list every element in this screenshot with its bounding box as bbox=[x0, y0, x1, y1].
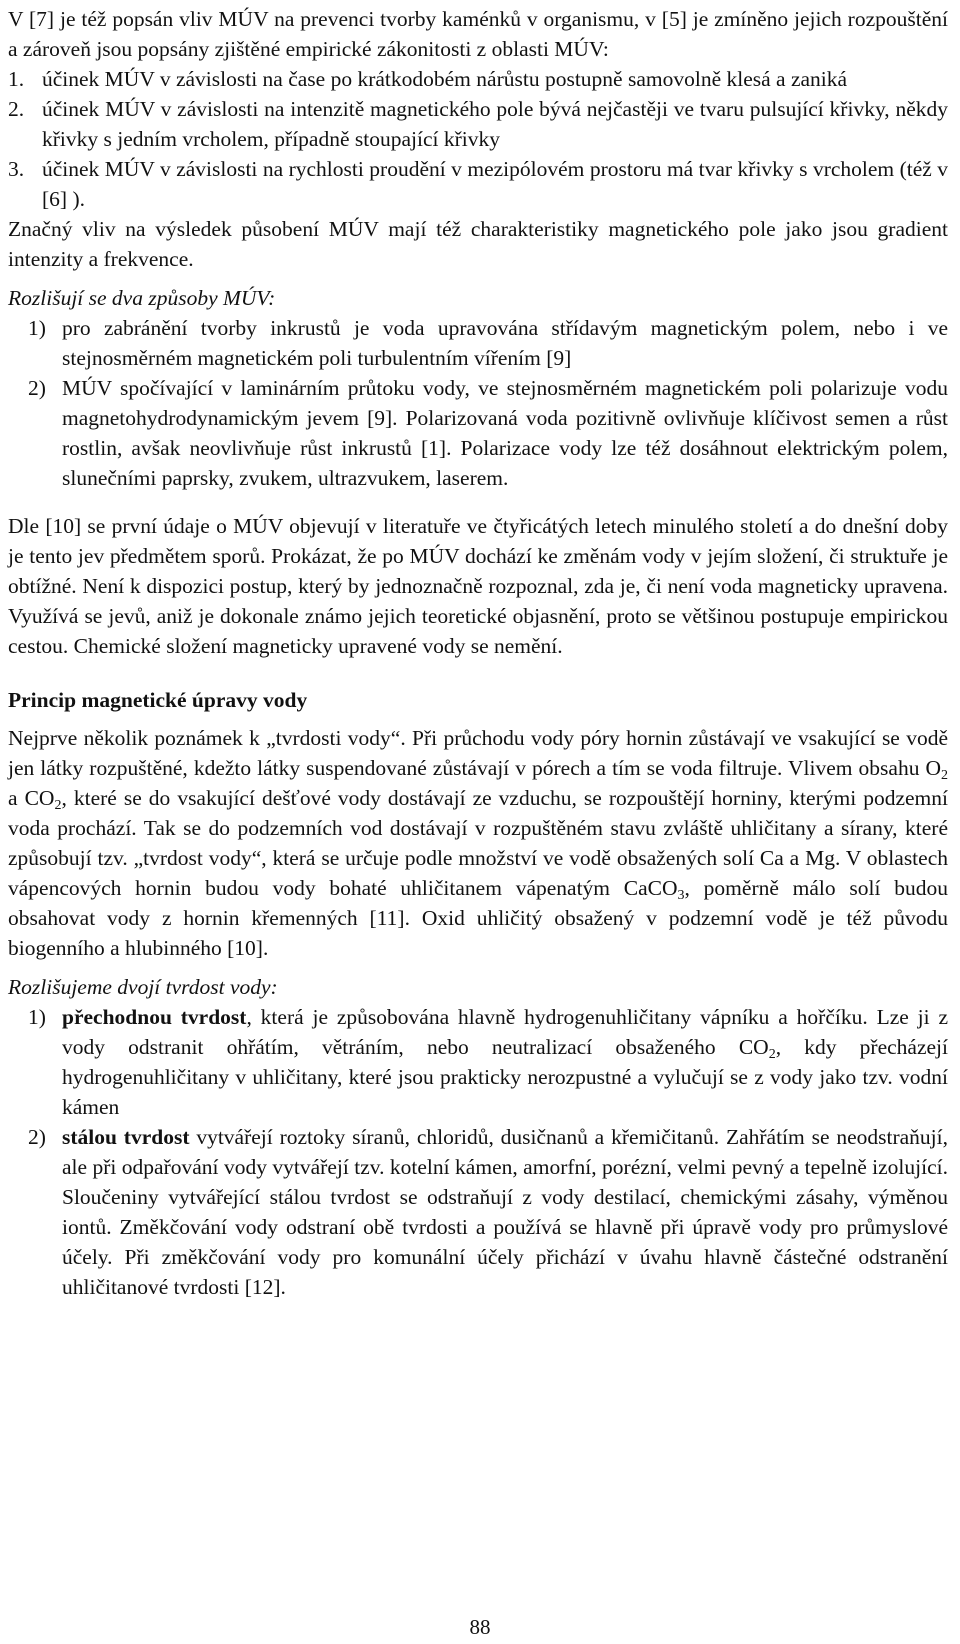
text-run: Nejprve několik poznámek k „tvrdosti vody“. Při průchodu vody póry hornin zůstávají ve vsakující se vodě jen látky rozpuštěné, kdežto látky suspendované zůstávají v pórech a tím se voda filtruje. Vlivem obsahu O bbox=[8, 726, 948, 780]
text-run: , poměrně málo solí budou obsahovat vody z hornin křemenných [11]. Oxid uhličitý obsažený v podzemní vodě je též původu biogenního a hlubinného [10]. bbox=[8, 876, 949, 960]
hardness-types-list bbox=[8, 1002, 948, 1302]
hardness-paragraph bbox=[8, 723, 948, 963]
list-item-text: účinek MÚV v závislosti na čase po krátkodobém nárůstu postupně samovolně klesá a zaniká bbox=[42, 67, 848, 91]
list-item bbox=[8, 94, 948, 154]
list-number: 1) bbox=[28, 1005, 46, 1029]
list-item bbox=[8, 1002, 948, 1122]
list-item-text: účinek MÚV v závislosti na intenzitě magnetického pole bývá nejčastěji ve tvaru pulsující křivky, někdy křivky s jedním vrcholem, případně stoupající křivky bbox=[42, 97, 948, 151]
hardness-heading: Rozlišujeme dvojí tvrdost vody: bbox=[8, 975, 278, 999]
section-title: Princip magnetické úpravy vody bbox=[8, 688, 308, 712]
list-item bbox=[8, 313, 948, 373]
list-number: 3. bbox=[8, 157, 25, 181]
term-bold: přechodnou tvrdost bbox=[62, 1005, 247, 1029]
subscript: 2 bbox=[941, 768, 948, 783]
list-item bbox=[8, 1122, 948, 1302]
list-number: 1. bbox=[8, 67, 25, 91]
list-item-text: účinek MÚV v závislosti na rychlosti proudění v mezipólovém prostoru má tvar křivky s vrcholem (též v [6] ). bbox=[42, 157, 948, 211]
list-number: 2. bbox=[8, 97, 25, 121]
list-item-text: MÚV spočívající v laminárním průtoku vody, ve stejnosměrném magnetickém poli polarizuje vodu magnetohydrodynamickým jevem [9]. Polarizovaná voda pozitivně ovlivňuje klíčivost semen a růst rostlin, avšak neovlivňuje růst inkrustů [1]. Polarizace vody lze též dosáhnout elektrickým polem, slunečními paprsky, zvukem, ultrazvukem, laserem. bbox=[62, 376, 948, 490]
list-item-text bbox=[62, 1002, 948, 1122]
page-number: 88 bbox=[469, 1615, 491, 1639]
methods-list bbox=[8, 313, 948, 493]
text-run: vytvářejí roztoky síranů, chloridů, dusičnanů a křemičitanů. Zahřátím se neodstraňují, ale při odpařování vody vytvářejí tzv. kotelní kámen, amorfní, porézní, velmi pevný a tepelně izolující. Sloučeniny vytvářející stálou tvrdost se odstraňují z vody destilací, chemickými zásahy, výměnou iontů. Změkčování vody odstraní obě tvrdosti a používá se hlavně při úpravě vody pro průmyslové účely. Při změkčování vody pro komunální účely přichází v úvahu hlavně částečné odstranění uhličitanové tvrdosti [12]. bbox=[62, 1125, 948, 1299]
text-run: , která je způsobována hlavně hydrogenuhličitany vápníku a hořčíku. Lze ji z vody odstranit ohřátím, větráním, nebo neutralizací obsaženého CO bbox=[62, 1005, 948, 1059]
list-number: 1) bbox=[28, 316, 46, 340]
intro-paragraph: V [7] je též popsán vliv MÚV na prevenci tvorby kaménků v organismu, v [5] je zmíněno jejich rozpouštění a zároveň jsou popsány zjištěné empirické zákonitosti z oblasti MÚV: bbox=[8, 7, 948, 61]
subscript: 2 bbox=[768, 1047, 776, 1062]
list-number: 2) bbox=[28, 376, 46, 400]
list-item bbox=[8, 64, 948, 94]
subscript: 3 bbox=[677, 888, 685, 903]
text-run: , kdy přecházejí hydrogenuhličitany v uhličitany, které jsou prakticky nerozpustné a vylučují se z vody jako tzv. vodní kámen bbox=[62, 1035, 948, 1119]
list-item bbox=[8, 154, 948, 214]
list-item-text bbox=[62, 1122, 948, 1302]
list-item-text: pro zabránění tvorby inkrustů je voda upravována střídavým magnetickým polem, nebo i ve stejnosměrném magnetickém poli turbulentním vířením [9] bbox=[62, 316, 948, 370]
history-paragraph: Dle [10] se první údaje o MÚV objevují v literatuře ve čtyřicátých letech minulého století a do dnešní doby je tento jev předmětem sporů. Prokázat, že po MÚV dochází ke změnám vody v jejím složení, či struktuře je obtížné. Není k dispozici postup, který by jednoznačně rozpoznal, zda je, či není voda magneticky upravena. Využívá se jevů, aniž je dokonale známo jejich teoretické objasnění, proto se většinou postupuje empirickou cestou. Chemické složení magneticky upravené vody se nemění. bbox=[8, 514, 948, 658]
text-run: , které se do vsakující dešťové vody dostávají ze vzduchu, se rozpouštějí horniny, kterými podzemní voda prochází. Tak se do podzemních vod dostávají v rozpuštěném stavu zvláště uhličitany a sírany, které způsobují tzv. „tvrdost vody“, která se určuje podle množství ve vodě obsažených solí Ca a Mg. V oblastech vápencových hornin budou vody bohaté uhličitanem vápenatým CaCO bbox=[8, 786, 948, 900]
subscript: 2 bbox=[54, 798, 62, 813]
text-run: a CO bbox=[8, 786, 55, 810]
effects-list bbox=[8, 64, 948, 214]
list-number: 2) bbox=[28, 1125, 46, 1149]
list-item bbox=[8, 373, 948, 493]
methods-heading: Rozlišují se dva způsoby MÚV: bbox=[8, 286, 276, 310]
term-bold: stálou tvrdost bbox=[62, 1125, 190, 1149]
influence-paragraph: Značný vliv na výsledek působení MÚV mají též charakteristiky magnetického pole jako jsou gradient intenzity a frekvence. bbox=[8, 217, 948, 271]
